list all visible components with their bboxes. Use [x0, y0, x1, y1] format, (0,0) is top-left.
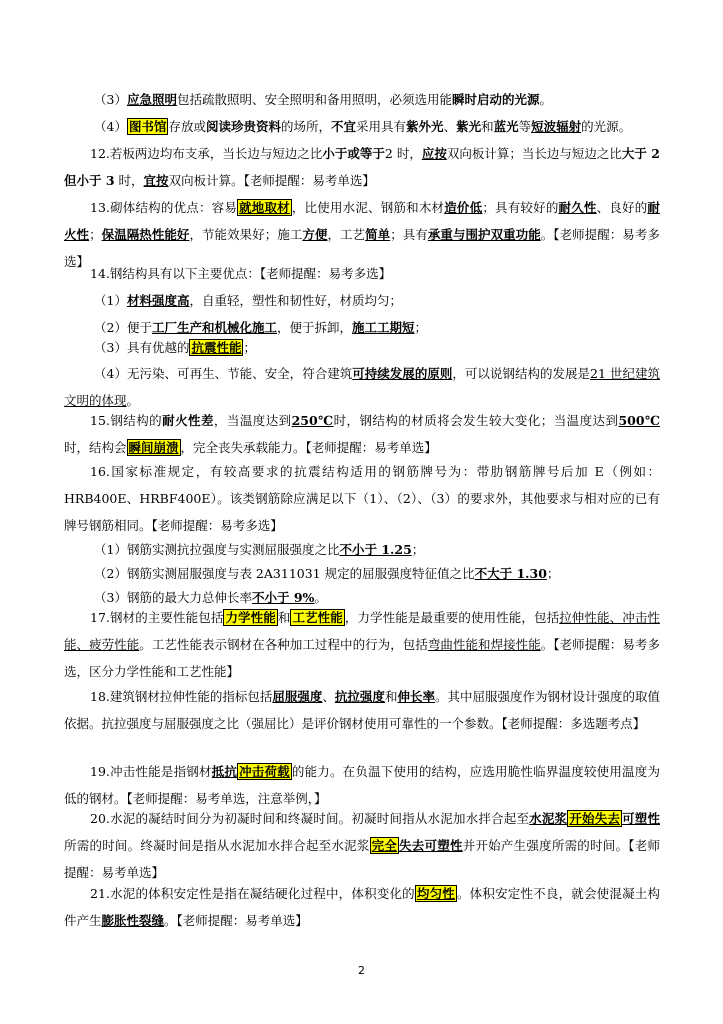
- highlighted-text: 就地取材: [239, 200, 290, 215]
- emphasis-text: 宜按: [143, 173, 169, 188]
- emphasis-text: 造价低: [444, 200, 483, 215]
- text: 双向板计算。【老师提醒：易考单选】: [168, 173, 375, 188]
- paragraph-14-item-1: [64, 287, 660, 314]
- emphasis-text: 材料强度高: [126, 293, 190, 308]
- paragraph-18: [64, 683, 660, 737]
- paragraph-14-item-3: [64, 334, 660, 361]
- text: 。其中屈服强度作为钢材设计强度的取值依据。抗拉强度与屈服强度之比（强屈比）是评价钢材使用可靠性的一个参数。【老师提醒：多选题考点】: [64, 689, 660, 731]
- emphasis-text: 承重与围护双重功能: [427, 227, 541, 242]
- text: 的光源。: [581, 119, 632, 134]
- emphasis-text: 抵抗: [211, 764, 238, 779]
- emphasis-text: 应按: [421, 146, 447, 161]
- emphasis-text: 抗拉强度: [334, 689, 385, 704]
- text: 并开始产生强度所需的时间。【老师提醒：易考单选】: [64, 838, 660, 880]
- emphasis-text: 可塑性: [622, 811, 660, 826]
- text: 的能力。在负温下使用的结构，应选用脆性临界温度较使用温度为低的钢材。【老师提醒：易考单选，注意举例，】: [64, 764, 660, 806]
- text: ，力学性能是最重要的使用性能，包括: [344, 610, 560, 625]
- text: ，节能效果好；施工: [189, 227, 303, 242]
- emphasis-text: 不小于 1.25: [339, 542, 412, 557]
- emphasis-text: 瞬时启动的光源: [451, 92, 540, 107]
- text: 。体积安定性不良，就会使混凝土构件产生: [64, 886, 660, 928]
- text: （3）钢筋的最大力总伸长率: [94, 590, 252, 605]
- emphasis-text: 失去可塑性: [399, 838, 463, 853]
- emphasis-text: 膨胀性裂缝: [101, 913, 165, 928]
- text: 。【老师提醒：易考多选，区分力学性能和工艺性能】: [64, 637, 660, 679]
- text: ，工艺: [327, 227, 366, 242]
- text: （2）便于: [94, 320, 152, 335]
- emphasis-text: 耐火性: [64, 200, 660, 242]
- text: 、良好的: [596, 200, 648, 215]
- text: ，自重轻，塑性和韧性好，材质均匀；: [189, 293, 402, 308]
- emphasis-text: 耐火性差: [162, 413, 214, 428]
- highlighted-text: 抗震性能: [191, 340, 242, 355]
- text: 双向板计算；当长边与短边之比: [446, 146, 622, 161]
- text: （3）具有优越的: [94, 340, 190, 355]
- text: ；具有: [390, 227, 428, 242]
- paragraph-16: [64, 458, 660, 539]
- emphasis-text: 应急照明: [126, 92, 177, 107]
- paragraph-20: [64, 805, 660, 886]
- highlighted-text: 图书馆: [128, 119, 167, 134]
- text: 。【老师提醒：易考多选】: [64, 227, 660, 269]
- text: ；具有较好的: [482, 200, 559, 215]
- text: ，完全丧失承载能力。【老师提醒：易考单选】: [180, 440, 437, 455]
- paragraph-19: [64, 758, 660, 812]
- text: 。: [314, 590, 327, 605]
- paragraph-14-title: [64, 260, 660, 287]
- text: 12.若板两边均布支承，当长边与短边之比: [90, 146, 323, 161]
- emphasis-text: 施工工期短: [351, 320, 415, 335]
- text: 和: [384, 689, 398, 704]
- highlighted-text: 瞬间崩溃: [128, 440, 179, 455]
- text: ；: [414, 320, 428, 335]
- emphasis-text: 伸长率: [397, 689, 435, 704]
- paragraph-15: [64, 407, 660, 461]
- text: 和: [277, 610, 291, 625]
- paragraph-17: [64, 604, 660, 685]
- text: （3）: [94, 92, 127, 107]
- text: 16.国家标准规定，有较高要求的抗震结构适用的钢筋牌号为：带肋钢筋牌号后加 E（例如：HRB400E、HRBF400E）。该类钢筋除应满足以下（1）、（2）、（3）的要求外，其他要求与相对应的已有牌号钢筋相同。【老师提醒：易考多选】: [64, 464, 660, 533]
- emphasis-text: 耐久性: [558, 200, 597, 215]
- text: ；: [243, 340, 256, 355]
- emphasis-text: 紫外光: [406, 119, 444, 134]
- page-number: 2: [358, 964, 365, 977]
- text: （2）钢筋实测屈服强度与表 2A311031 规定的屈服强度特征值之比: [94, 566, 475, 581]
- paragraph-16-item-2: [64, 560, 660, 587]
- text: 的场所，: [281, 119, 332, 134]
- emphasis-text: 短波辐射: [531, 119, 582, 134]
- underlined-text: 弯曲性能和焊接性能: [427, 637, 541, 652]
- emphasis-text: 屈服强度: [272, 689, 323, 704]
- highlighted-text: 开始失去: [569, 811, 621, 826]
- text: 20.水泥的凝结时间分为初凝时间和终凝时间。初凝时间指从水泥加水拌合起至: [90, 811, 530, 826]
- text: ；: [89, 227, 102, 242]
- text: ，便于拆卸，: [276, 320, 352, 335]
- highlighted-text: 冲击荷载: [239, 764, 290, 779]
- paragraph-item-4: [64, 113, 660, 140]
- text: 采用具有: [356, 119, 407, 134]
- highlighted-text: 工艺性能: [292, 610, 343, 625]
- emphasis-text: 不小于 9%: [251, 590, 315, 605]
- emphasis-text: 小于或等于: [322, 146, 385, 161]
- emphasis-text: 简单: [365, 227, 391, 242]
- highlighted-text: 均匀性: [416, 886, 455, 901]
- text: 时，结构会: [64, 440, 127, 455]
- emphasis-text: 紫光: [456, 119, 482, 134]
- text: （1）: [94, 293, 127, 308]
- text: 14.钢结构具有以下主要优点：【老师提醒：易考多选】: [90, 266, 392, 281]
- text: 。工艺性能表示钢材在各种加工过程中的行为，包括: [139, 637, 428, 652]
- text: 19.冲击性能是指钢材: [90, 764, 212, 779]
- underlined-text: 21 世纪建筑文明的体现: [64, 366, 660, 408]
- text: ，可以说钢结构的发展是: [452, 366, 591, 381]
- emphasis-text: 不宜: [331, 119, 357, 134]
- emphasis-text: 阅读珍贵资料: [205, 119, 281, 134]
- text: 18.建筑钢材拉伸性能的指标包括: [90, 689, 273, 704]
- text: 。: [539, 92, 553, 107]
- emphasis-text: 大于 2 但小于 3: [64, 146, 660, 188]
- paragraph-21: [64, 880, 660, 934]
- underlined-text: 拉伸性能、冲击性能、疲劳性能: [64, 610, 660, 652]
- text: 存放或: [168, 119, 206, 134]
- text: 13.砌体结构的优点：容易: [90, 200, 238, 215]
- text: 、: [322, 689, 335, 704]
- text: ，比使用水泥、钢筋和木材: [291, 200, 445, 215]
- text: 时，钢结构的材质将会发生较大变化；当温度达到: [333, 413, 619, 428]
- emphasis-text: 蓝光: [493, 119, 519, 134]
- text: 和: [481, 119, 494, 134]
- emphasis-text: 可持续发展的原则: [352, 366, 453, 381]
- text: 15.钢结构的: [90, 413, 163, 428]
- emphasis-text: 500℃: [618, 413, 660, 428]
- emphasis-text: 保温隔热性能好: [101, 227, 190, 242]
- emphasis-text: 工厂生产和机械化施工: [151, 320, 277, 335]
- text: 。【老师提醒：易考单选】: [164, 913, 308, 928]
- emphasis-text: 方便: [302, 227, 328, 242]
- paragraph-item-3: [64, 86, 660, 113]
- emphasis-text: 250℃: [291, 413, 334, 428]
- text: 、: [443, 119, 457, 134]
- text: （4）无污染、可再生、节能、安全，符合建筑: [94, 366, 353, 381]
- paragraph-14-item-4: [64, 360, 660, 414]
- paragraph-16-item-1: [64, 536, 660, 563]
- text: 等: [518, 119, 532, 134]
- emphasis-text: 不大于 1.30: [474, 566, 547, 581]
- emphasis-text: 水泥浆: [529, 811, 568, 826]
- highlighted-text: 完全: [371, 838, 398, 853]
- text: 所需的时间。终凝时间是指从水泥加水拌合起至水泥浆: [64, 838, 370, 853]
- text: （4）: [94, 119, 127, 134]
- text: 时，: [114, 173, 144, 188]
- text: 17.钢材的主要性能包括: [90, 610, 224, 625]
- paragraph-12: [64, 140, 660, 194]
- text: 2 时，: [384, 146, 422, 161]
- text: ，当温度达到: [213, 413, 292, 428]
- highlighted-text: 力学性能: [225, 610, 276, 625]
- text: 21.水泥的体积安定性是指在凝结硬化过程中，体积变化的: [90, 886, 415, 901]
- text: 包括疏散照明、安全照明和备用照明，必须选用能: [176, 92, 452, 107]
- text: 。: [126, 393, 140, 408]
- text: （1）钢筋实测抗拉强度与实测屈服强度之比: [94, 542, 340, 557]
- text: ；: [546, 566, 560, 581]
- text: ；: [411, 542, 425, 557]
